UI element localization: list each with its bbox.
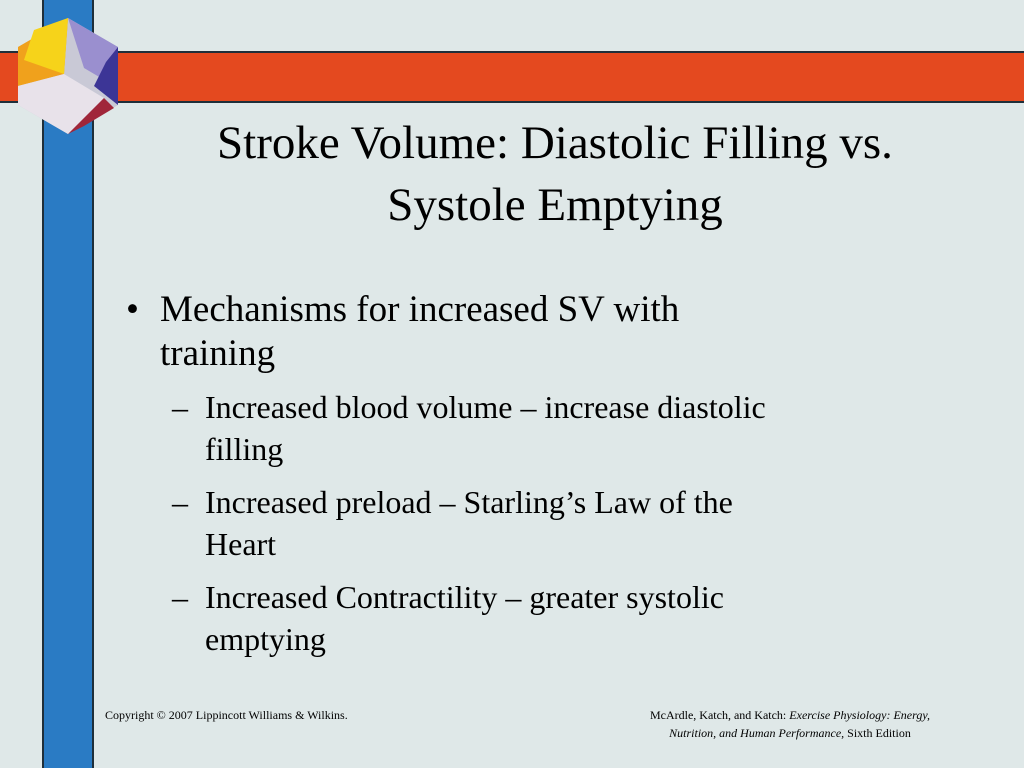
slide-body [118,288,918,671]
cube-logo-icon [14,16,122,138]
sub-bullet-line-1: Increased preload – Starling’s Law of the [205,484,733,520]
dash-marker: – [172,579,188,615]
sub-bullet-preload [118,481,918,565]
main-bullet [118,288,918,376]
sub-bullet-line-2: emptying [205,621,326,657]
header-accent-bar [0,51,1024,103]
footer-copyright: Copyright © 2007 Lippincott Williams & Wilkins. [105,708,348,722]
slide-title [120,112,990,236]
citation-book-title-part-2: Nutrition, and Human Performance, [669,726,845,740]
sub-bullet-contractility [118,576,918,660]
sub-bullet-blood-volume [118,386,918,470]
main-bullet-line-1: Mechanisms for increased SV with [160,289,680,330]
footer-citation-line-1 [580,706,1000,724]
slide-title-line-1: Stroke Volume: Diastolic Filling vs. [217,117,893,169]
footer-citation-line-2 [580,724,1000,742]
slide-title-line-2: Systole Emptying [387,179,723,231]
citation-authors: McArdle, Katch, and Katch: [649,708,790,722]
footer-citation [580,706,1000,742]
citation-edition: Sixth Edition [844,726,911,740]
sub-bullet-line-2: filling [205,431,284,467]
sub-bullet-line-2: Heart [205,526,277,562]
sub-bullet-line-1: Increased Contractility – greater systolic [205,579,724,615]
main-bullet-line-2: training [160,333,276,374]
citation-book-title-part-1: Exercise Physiology: Energy, [789,708,931,722]
sub-bullet-line-1: Increased blood volume – increase diastolic [205,389,766,425]
dash-marker: – [172,389,188,425]
dash-marker: – [172,484,188,520]
bullet-marker: • [126,289,139,330]
